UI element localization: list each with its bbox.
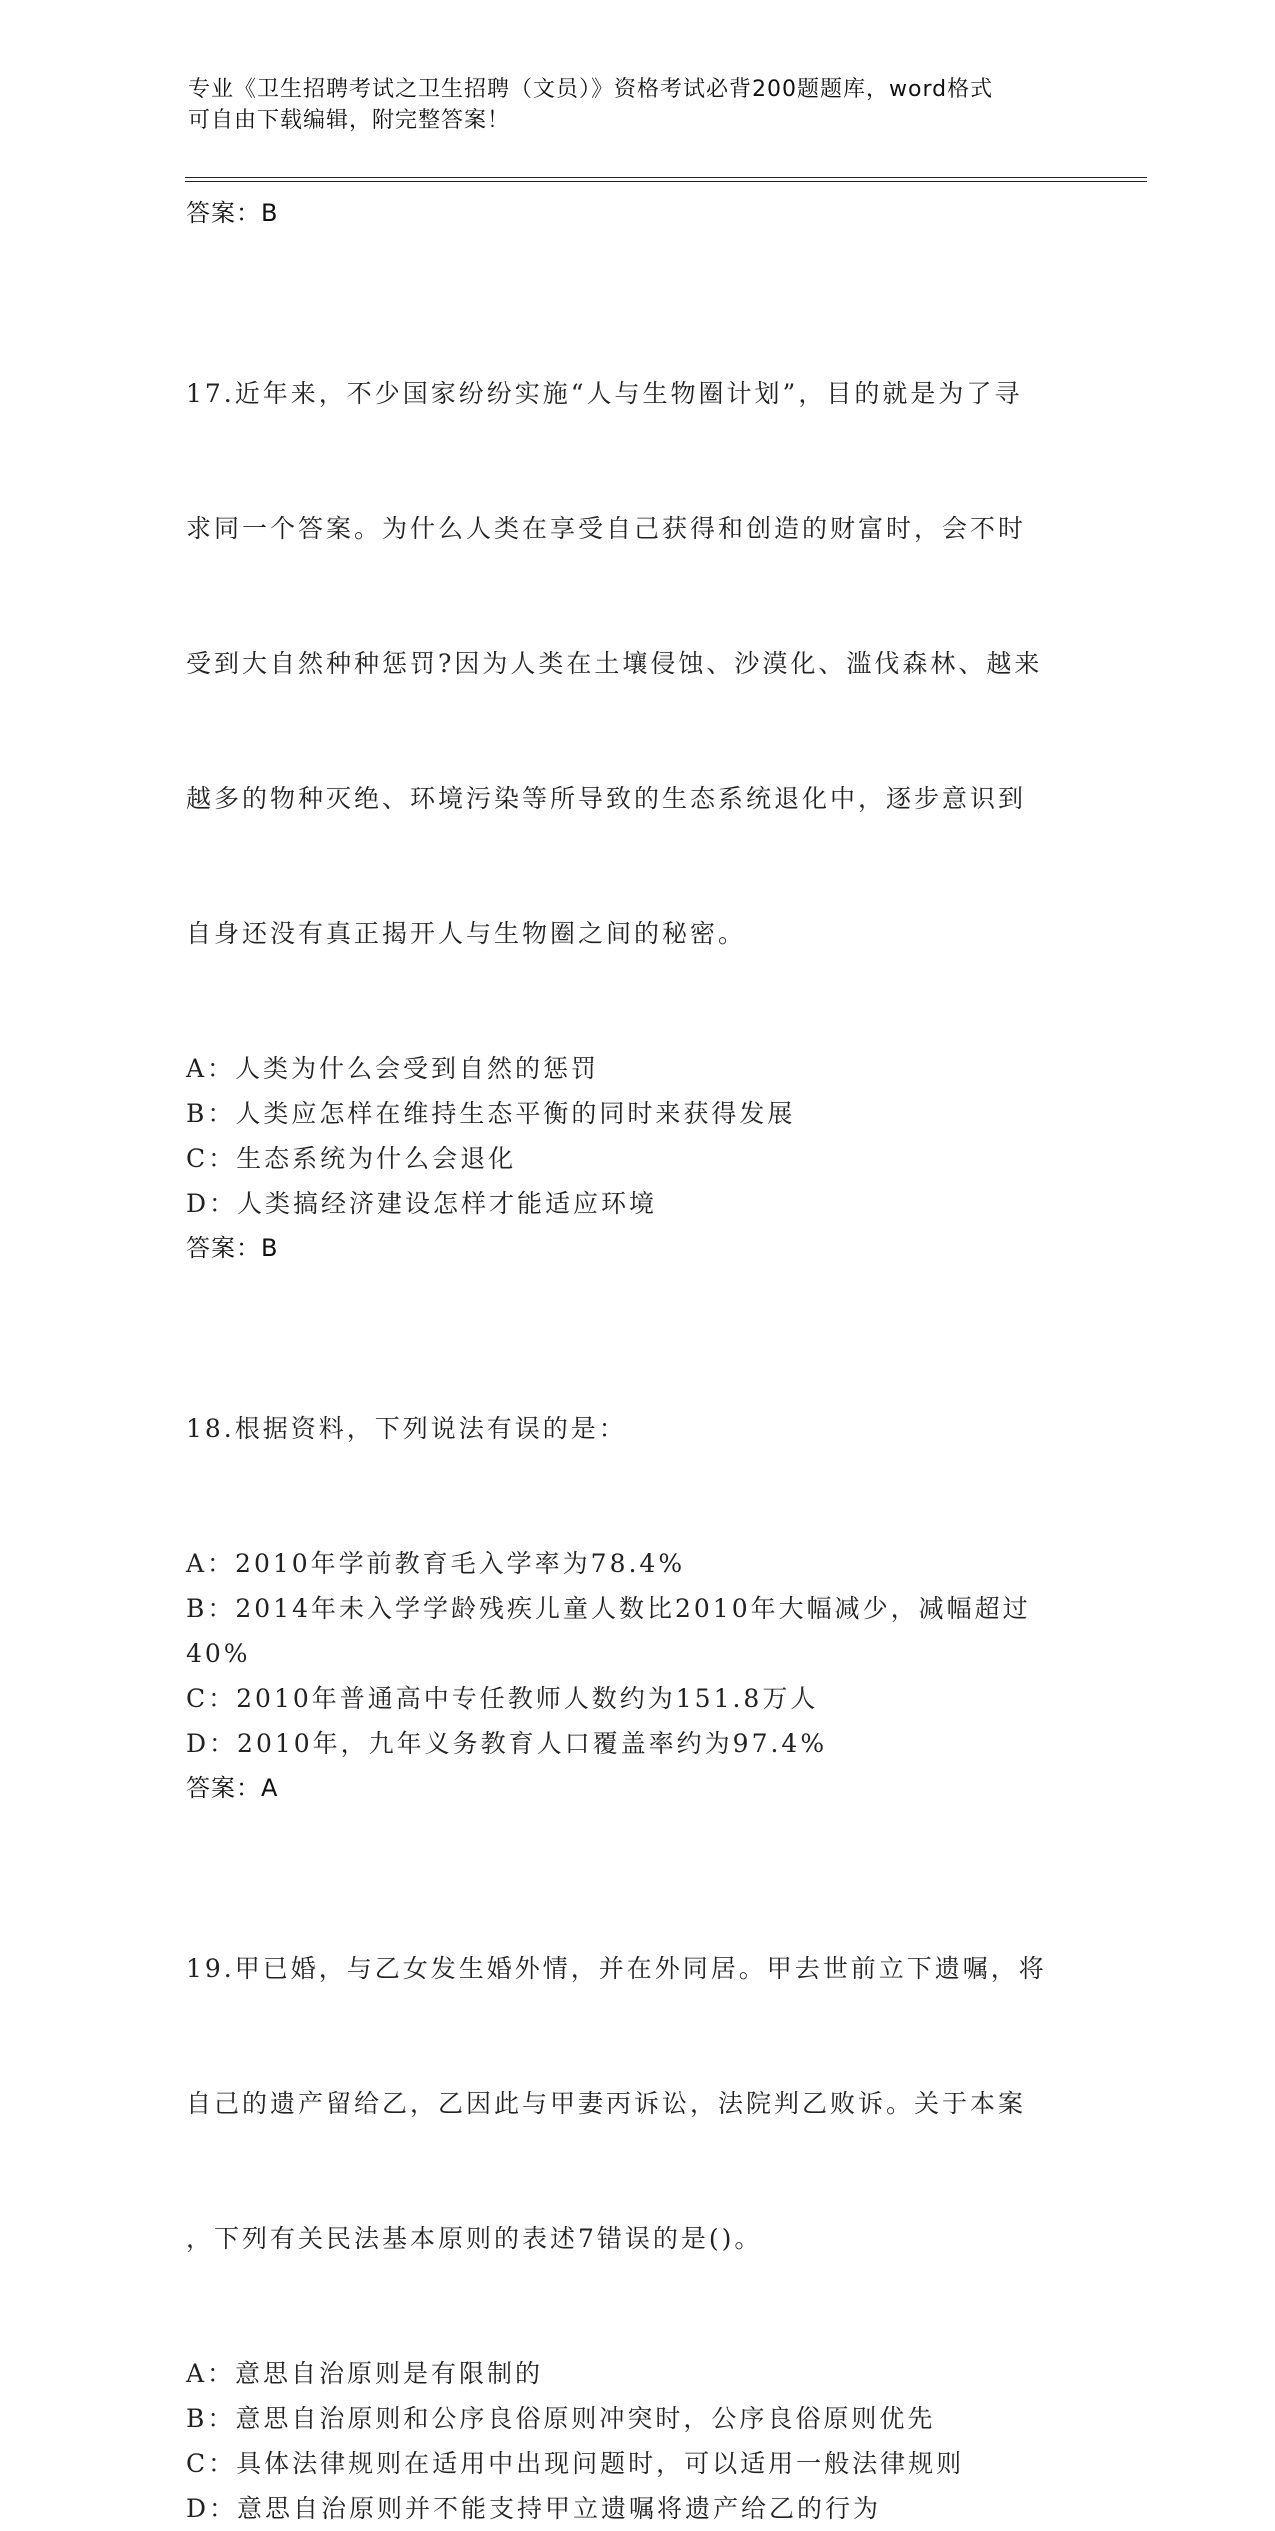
question-19-option-a (186, 2351, 1086, 2396)
question-18-option-d (186, 1721, 1086, 1766)
question-18-option-a (186, 1541, 1086, 1586)
question-17-answer: 答案：B (186, 1234, 279, 1262)
option-text: C：生态系统为什么会退化 (186, 1144, 517, 1173)
question-19-option-c (186, 2441, 1086, 2486)
question-18-answer: 答案：A (186, 1774, 279, 1802)
option-text: D：人类搞经济建设怎样才能适应环境 (186, 1189, 658, 1218)
option-text: B：人类应怎样在维持生态平衡的同时来获得发展 (186, 1099, 796, 1128)
stem-line: 19.甲已婚，与乙女发生婚外情，并在外同居。甲去世前立下遗嘱，将 (186, 1954, 1047, 1983)
question-17-option-b (186, 1091, 1086, 1136)
option-text: C：具体法律规则在适用中出现问题时，可以适用一般法律规则 (186, 2449, 965, 2478)
document-header (188, 74, 1088, 136)
question-19-option-b (186, 2396, 1086, 2441)
stem-line: ，下列有关民法基本原则的表述7错误的是()。 (186, 2224, 763, 2253)
question-18-option-c (186, 1676, 1086, 1721)
stem-line: 受到大自然种种惩罚?因为人类在土壤侵蚀、沙漠化、滥伐森林、越来 (186, 649, 1043, 678)
spacer (186, 1271, 1086, 1316)
question-18 (186, 1316, 1086, 1811)
header-line-2: 可自由下载编辑，附完整答案！ (188, 108, 511, 133)
question-19-option-d (186, 2486, 1086, 2531)
question-17-option-c (186, 1136, 1086, 1181)
header-rule-bottom (185, 181, 1147, 182)
header-line-1: 专业《卫生招聘考试之卫生招聘（文员）》资格考试必背200题题库，word格式 (188, 77, 994, 102)
stem-line: 越多的物种灭绝、环境污染等所导致的生态系统退化中，逐步意识到 (186, 784, 1027, 813)
stem-line: 18.根据资料，下列说法有误的是： (186, 1414, 627, 1443)
question-17-stem (186, 281, 1086, 1046)
answer-previous: 答案：B (186, 199, 279, 227)
question-17-option-a (186, 1046, 1086, 1091)
option-text: A：2010年学前教育毛入学率为78.4% (186, 1549, 686, 1578)
option-text: B：意思自治原则和公序良俗原则冲突时，公序良俗原则优先 (186, 2404, 936, 2433)
spacer (186, 1811, 1086, 1856)
question-18-stem (186, 1316, 1086, 1541)
option-text: C：2010年普通高中专任教师人数约为151.8万人 (186, 1684, 819, 1713)
option-text: D：意思自治原则并不能支持甲立遗嘱将遗产给乙的行为 (186, 2494, 882, 2523)
question-18-option-b (186, 1586, 1086, 1676)
option-text: D：2010年，九年义务教育人口覆盖率约为97.4% (186, 1729, 828, 1758)
question-17 (186, 281, 1086, 1271)
header-rule-top (185, 177, 1147, 178)
stem-line: 17.近年来，不少国家纷纷实施“人与生物圈计划”，目的就是为了寻 (186, 379, 1023, 408)
question-19 (186, 1856, 1086, 2531)
question-19-stem (186, 1856, 1086, 2351)
stem-line: 自身还没有真正揭开人与生物圈之间的秘密。 (186, 919, 747, 948)
option-text-continued: 40% (186, 1639, 251, 1668)
document-body (186, 191, 1086, 2531)
stem-line: 求同一个答案。为什么人类在享受自己获得和创造的财富时，会不时 (186, 514, 1027, 543)
option-text: A：意思自治原则是有限制的 (186, 2359, 544, 2388)
option-text: A：人类为什么会受到自然的惩罚 (186, 1054, 600, 1083)
spacer (186, 236, 1086, 281)
question-17-option-d (186, 1181, 1086, 1226)
option-text: B：2014年未入学学龄残疾儿童人数比2010年大幅减少，减幅超过 (186, 1594, 1031, 1623)
stem-line: 自己的遗产留给乙，乙因此与甲妻丙诉讼，法院判乙败诉。关于本案 (186, 2089, 1027, 2118)
